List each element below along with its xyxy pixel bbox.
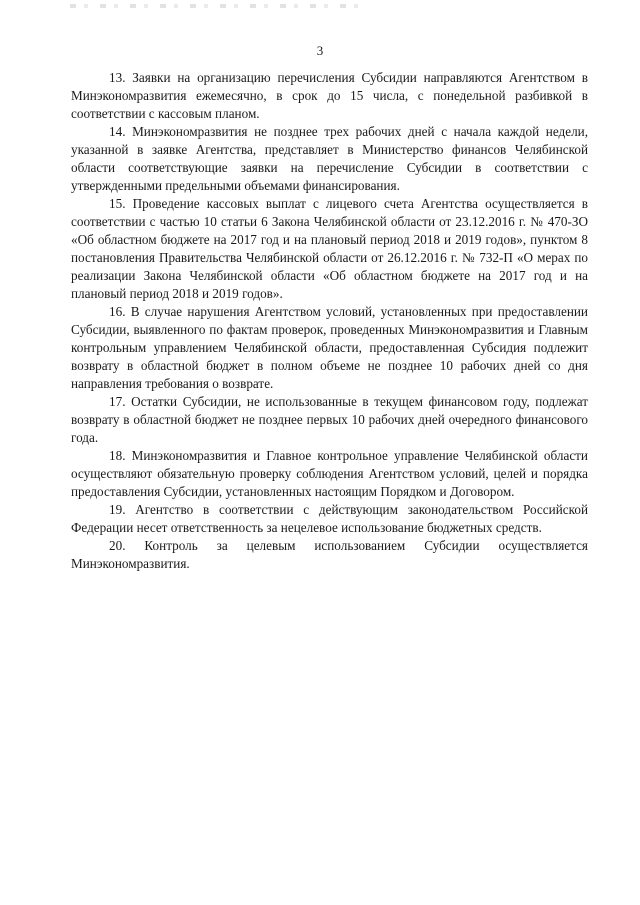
paragraph-20: 20. Контроль за целевым использованием Субсидии осуществляется Минэкономразвития. [71, 538, 588, 571]
paragraph-18: 18. Минэкономразвития и Главное контрольное управление Челябинской области осуществляют обязательную проверку соблюдения Агентством условий, целей и порядка предоставления Субсидии, установленных настоящим Порядком и Договором. [71, 448, 588, 499]
paragraph-15: 15. Проведение кассовых выплат с лицевого счета Агентства осуществляется в соответствии с частью 10 статьи 6 Закона Челябинской области от 23.12.2016 г. № 470-ЗО «Об областном бюджете на 2017 год и на плановый период 2018 и 2019 годов», пунктом 8 постановления Правительства Челябинской области от 26.12.2016 г. № 732-П «О мерах по реализации Закона Челябинской области «Об областном бюджете на 2017 год и на плановый период 2018 и 2019 годов». [71, 196, 588, 301]
scan-artifact [70, 4, 370, 8]
page-number: 3 [316, 43, 324, 58]
paragraph-14: 14. Минэкономразвития не позднее трех рабочих дней с начала каждой недели, указанной в заявке Агентства, представляет в Министерство финансов Челябинской области соответствующие заявки на перечисление Субсидии в соответствии с утвержденными предельными объемами финансирования. [71, 124, 588, 193]
paragraph-13: 13. Заявки на организацию перечисления Субсидии направляются Агентством в Минэкономразвития ежемесячно, в срок до 15 числа, с понедельной разбивкой в соответствии с кассовым планом. [71, 70, 588, 121]
paragraph-16: 16. В случае нарушения Агентством условий, установленных при предоставлении Субсидии, выявленного по фактам проверок, проведенных Минэкономразвития и Главным контрольным управлением Челябинской области, предоставленная Субсидия подлежит возврату в областной бюджет в полном объеме не позднее 10 рабочих дней со дня направления требования о возврате. [71, 304, 588, 391]
document-body [71, 69, 588, 573]
paragraph-17: 17. Остатки Субсидии, не использованные в текущем финансовом году, подлежат возврату в областной бюджет не позднее первых 10 рабочих дней очередного финансового года. [71, 394, 588, 445]
paragraph-19: 19. Агентство в соответствии с действующим законодательством Российской Федерации несет ответственность за нецелевое использование бюджетных средств. [71, 502, 588, 535]
